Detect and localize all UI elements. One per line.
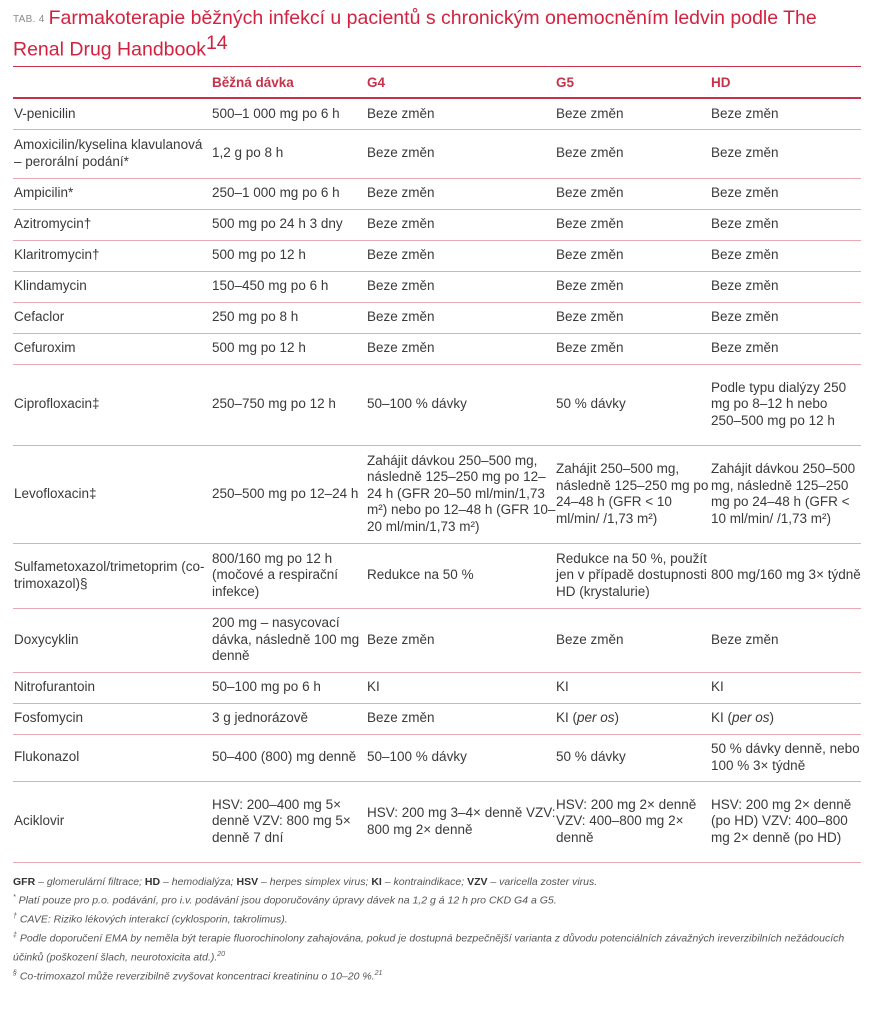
- g5-cell: Beze změn: [556, 608, 711, 672]
- table-caption: [13, 6, 861, 66]
- g4-cell: Beze změn: [367, 703, 556, 734]
- footnote-dagger: † CAVE: Riziko lékových interakcí (cyklosporin, takrolimus).: [13, 913, 288, 926]
- hd-cell: KI: [711, 672, 861, 703]
- table-row: [13, 703, 861, 734]
- drug-cell: Ampicilin*: [13, 178, 212, 209]
- g4-cell: Beze změn: [367, 333, 556, 364]
- hd-cell: KI (per os): [711, 703, 861, 734]
- g4-cell: Beze změn: [367, 98, 556, 129]
- drug-cell: Ciprofloxacin‡: [13, 364, 212, 445]
- drug-cell: Cefuroxim: [13, 333, 212, 364]
- hd-cell: Beze změn: [711, 98, 861, 129]
- g4-cell: HSV: 200 mg 3–4× denně VZV: 800 mg 2× denně: [367, 781, 556, 862]
- g5-cell: Beze změn: [556, 129, 711, 178]
- g4-cell: Beze změn: [367, 302, 556, 333]
- usual-dose-cell: 800/160 mg po 12 h (močové a respirační infekce): [212, 543, 367, 608]
- header-usual-dose: Běžná dávka: [212, 67, 367, 99]
- g5-cell: Beze změn: [556, 333, 711, 364]
- usual-dose-cell: 500 mg po 12 h: [212, 240, 367, 271]
- usual-dose-cell: 50–100 mg po 6 h: [212, 672, 367, 703]
- g4-cell: Beze změn: [367, 271, 556, 302]
- hd-cell: Beze změn: [711, 209, 861, 240]
- table-row: [13, 445, 861, 543]
- hd-cell: Beze změn: [711, 302, 861, 333]
- hd-cell: 50 % dávky denně, nebo 100 % 3× týdně: [711, 734, 861, 781]
- g5-cell: Zahájit 250–500 mg, následně 125–250 mg po 24–48 h (GFR < 10 ml/min/ /1,73 m²): [556, 445, 711, 543]
- header-g5: G5: [556, 67, 711, 99]
- usual-dose-cell: 500 mg po 12 h: [212, 333, 367, 364]
- usual-dose-cell: 200 mg – nasycovací dávka, následně 100 mg denně: [212, 608, 367, 672]
- table-row: [13, 302, 861, 333]
- g5-cell: Beze změn: [556, 271, 711, 302]
- g4-cell: 50–100 % dávky: [367, 734, 556, 781]
- g5-cell: Beze změn: [556, 98, 711, 129]
- g4-cell: 50–100 % dávky: [367, 364, 556, 445]
- g4-cell: Redukce na 50 %: [367, 543, 556, 608]
- footnote-star: * Platí pouze pro p.o. podávání, pro i.v. podávání jsou doporučovány úpravy dávek na 1,2 g á 12 h pro CKD G4 a G5.: [13, 894, 557, 907]
- hd-cell: Beze změn: [711, 333, 861, 364]
- footnote-section: § Co-trimoxazol může reverzibilně zvyšovat koncentraci kreatininu o 10–20 %.$^{21}$: [13, 970, 383, 983]
- g5-cell: Beze změn: [556, 178, 711, 209]
- title-reference: 14: [205, 32, 228, 54]
- g5-cell: 50 % dávky: [556, 364, 711, 445]
- g5-cell: Beze změn: [556, 209, 711, 240]
- usual-dose-cell: 500–1 000 mg po 6 h: [212, 98, 367, 129]
- usual-dose-cell: 1,2 g po 8 h: [212, 129, 367, 178]
- usual-dose-cell: 3 g jednorázově: [212, 703, 367, 734]
- drug-cell: Flukonazol: [13, 734, 212, 781]
- usual-dose-cell: 250–750 mg po 12 h: [212, 364, 367, 445]
- table-row: [13, 734, 861, 781]
- table-row: [13, 240, 861, 271]
- hd-cell: Beze změn: [711, 271, 861, 302]
- usual-dose-cell: 250–500 mg po 12–24 h: [212, 445, 367, 543]
- hd-cell: Beze změn: [711, 178, 861, 209]
- usual-dose-cell: 250 mg po 8 h: [212, 302, 367, 333]
- g4-cell: Beze změn: [367, 240, 556, 271]
- g5-cell: KI (per os): [556, 703, 711, 734]
- drug-cell: Nitrofurantoin: [13, 672, 212, 703]
- drug-cell: Amoxicilin/kyselina klavulanová – perorální podání*: [13, 129, 212, 178]
- g5-cell: Beze změn: [556, 240, 711, 271]
- g5-cell: Beze změn: [556, 302, 711, 333]
- table-row: [13, 608, 861, 672]
- hd-cell: Zahájit dávkou 250–500 mg, následně 125–250 mg po 24–48 h (GFR < 10 ml/min/ /1,73 m²): [711, 445, 861, 543]
- dosage-table: [13, 66, 861, 863]
- table-row: [13, 364, 861, 445]
- usual-dose-cell: 150–450 mg po 6 h: [212, 271, 367, 302]
- hd-cell: Beze změn: [711, 240, 861, 271]
- table-body: [13, 98, 861, 862]
- hd-cell: Podle typu dialýzy 250 mg po 8–12 h nebo 250–500 mg po 12 h: [711, 364, 861, 445]
- usual-dose-cell: 50–400 (800) mg denně: [212, 734, 367, 781]
- drug-cell: Levofloxacin‡: [13, 445, 212, 543]
- drug-cell: Klindamycin: [13, 271, 212, 302]
- document: [13, 6, 861, 985]
- table-row: [13, 781, 861, 862]
- g5-cell: Redukce na 50 %, použít jen v případě dostupnosti HD (krystalurie): [556, 543, 711, 608]
- drug-cell: Azitromycin†: [13, 209, 212, 240]
- g5-cell: HSV: 200 mg 2× denně VZV: 400–800 mg 2× denně: [556, 781, 711, 862]
- table-row: [13, 98, 861, 129]
- usual-dose-cell: 250–1 000 mg po 6 h: [212, 178, 367, 209]
- drug-cell: Aciklovir: [13, 781, 212, 862]
- drug-cell: V-penicilin: [13, 98, 212, 129]
- table-row: [13, 178, 861, 209]
- table-row: [13, 543, 861, 608]
- hd-cell: HSV: 200 mg 2× denně (po HD) VZV: 400–800 mg 2× denně (po HD): [711, 781, 861, 862]
- footnotes: [13, 875, 861, 986]
- table-header-row: [13, 67, 861, 99]
- g4-cell: Zahájit dávkou 250–500 mg, následně 125–250 mg po 12–24 h (GFR 20–50 ml/min/1,73 m²) nebo po 12–48 h (GFR 10–20 ml/min/1,73 m²): [367, 445, 556, 543]
- table-row: [13, 129, 861, 178]
- g4-cell: Beze změn: [367, 608, 556, 672]
- header-hd: HD: [711, 67, 861, 99]
- drug-cell: Doxycyklin: [13, 608, 212, 672]
- g4-cell: Beze změn: [367, 129, 556, 178]
- header-drug: [13, 67, 212, 99]
- g4-cell: Beze změn: [367, 178, 556, 209]
- table-number: TAB. 4: [13, 14, 45, 25]
- table-row: [13, 672, 861, 703]
- table-row: [13, 333, 861, 364]
- header-g4: G4: [367, 67, 556, 99]
- hd-cell: 800 mg/160 mg 3× týdně: [711, 543, 861, 608]
- drug-cell: Fosfomycin: [13, 703, 212, 734]
- abbreviations-note: GFR – glomerulární filtrace; HD – hemodialýza; HSV – herpes simplex virus; KI – kontraindikace; VZV – varicella zoster virus.: [13, 875, 598, 888]
- footnote-double-dagger: ‡ Podle doporučení EMA by neměla být terapie fluorochinolony zahajována, pokud je dostupná bezpečnější varianta z důvodu potenciálních závažných ireverzibilních nežádoucích účinků (poškození šlach, neurotoxicita atd.).$^{20}$: [13, 932, 845, 964]
- usual-dose-cell: 500 mg po 24 h 3 dny: [212, 209, 367, 240]
- g5-cell: KI: [556, 672, 711, 703]
- table-title: Farmakoterapie běžných infekcí u pacientů s chronickým onemocněním ledvin podle The Renal Drug Handbook: [13, 7, 817, 61]
- hd-cell: Beze změn: [711, 608, 861, 672]
- drug-cell: Sulfametoxazol/trimetoprim (co-trimoxazol)§: [13, 543, 212, 608]
- usual-dose-cell: HSV: 200–400 mg 5× denně VZV: 800 mg 5× denně 7 dní: [212, 781, 367, 862]
- hd-cell: Beze změn: [711, 129, 861, 178]
- drug-cell: Cefaclor: [13, 302, 212, 333]
- g4-cell: Beze změn: [367, 209, 556, 240]
- table-row: [13, 271, 861, 302]
- table-row: [13, 209, 861, 240]
- g4-cell: KI: [367, 672, 556, 703]
- g5-cell: 50 % dávky: [556, 734, 711, 781]
- drug-cell: Klaritromycin†: [13, 240, 212, 271]
